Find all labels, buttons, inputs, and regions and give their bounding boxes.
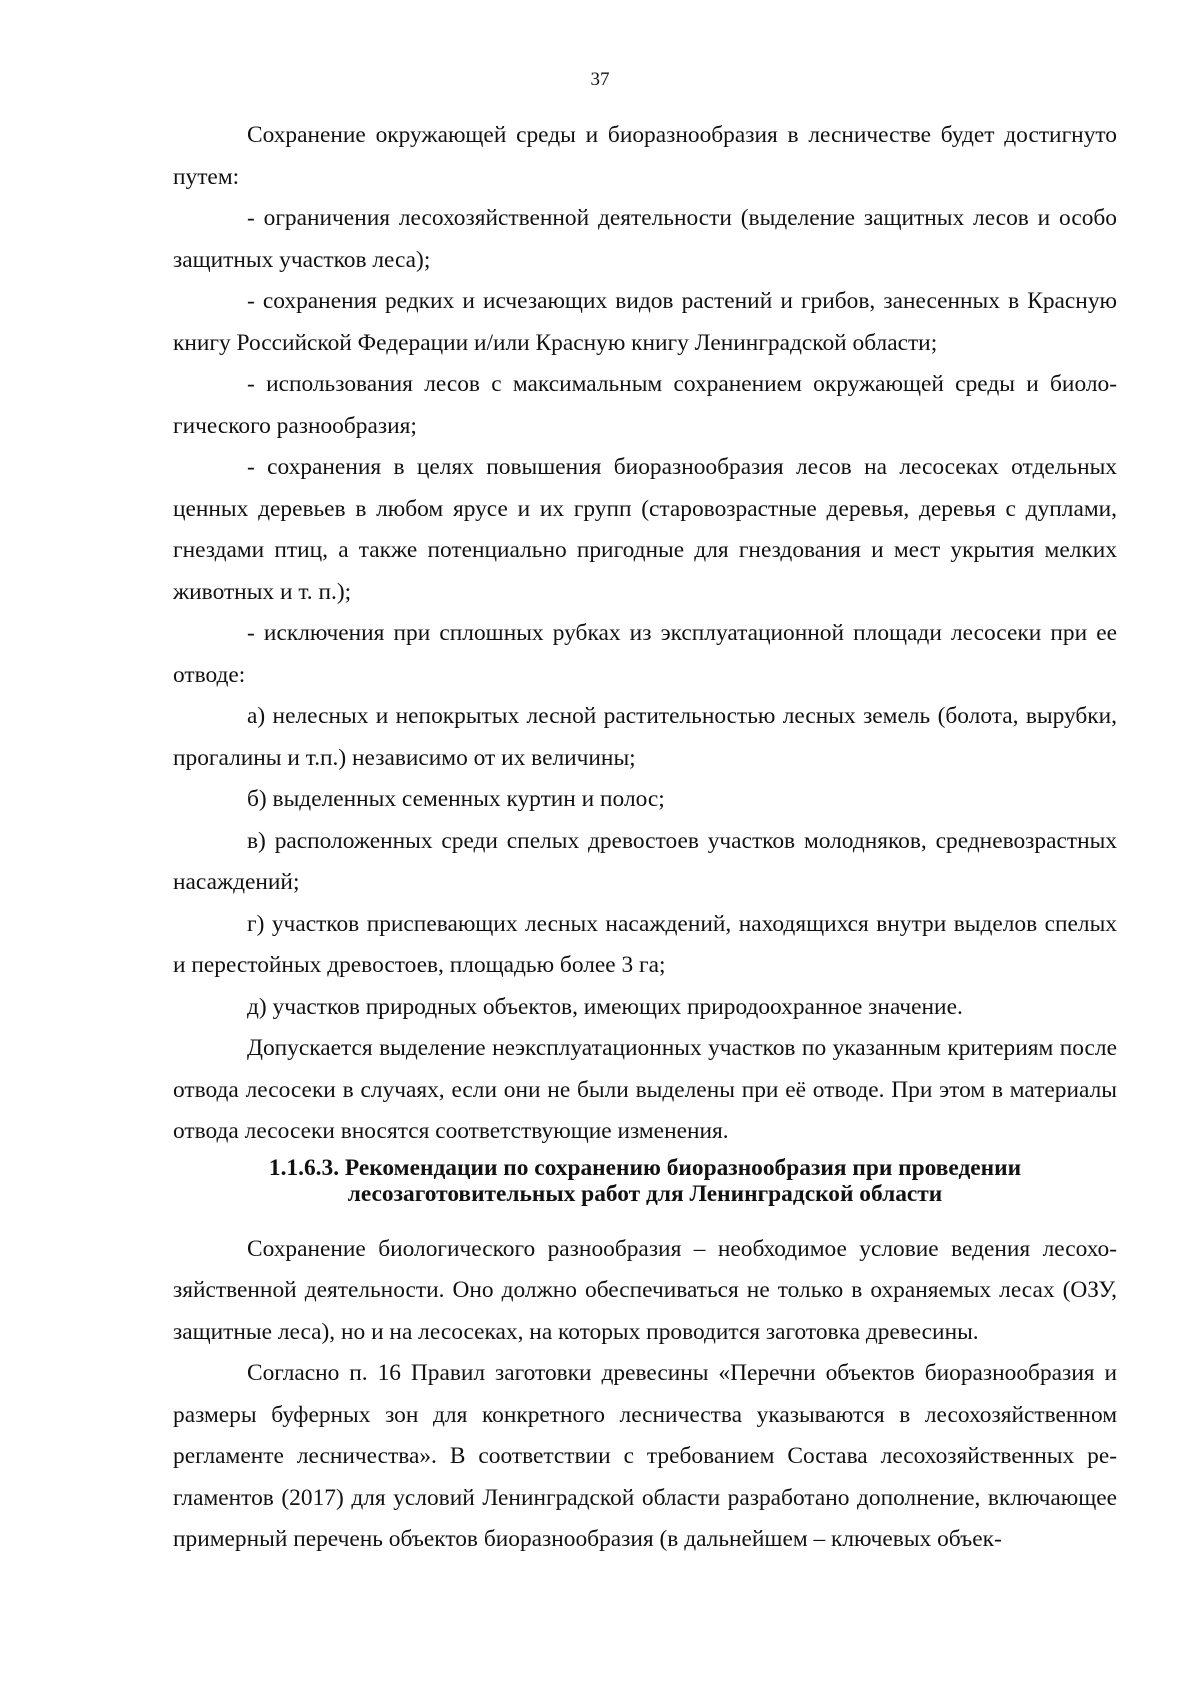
section-heading-line-1: 1.1.6.3. Рекомендации по сохранению биоразнообразия при проведении [268, 1154, 1022, 1181]
paragraph-item-valuable-trees: - сохранения в целях повышения биоразнообразия лесов на лесосеках отдельных ценных деревьев в любом ярусе и их групп (старовозрастные деревья, деревья с дуплами, гнездами птиц, а также потенциально пригодные для гнездования и мест укрытия мелких животных и т. п.); [173, 454, 1117, 605]
paragraph-subitem-v: в) расположенных среди спелых древостоев участков молодняков, средневозрастных насаждений; [173, 827, 1117, 895]
paragraph-item-forest-use: - использования лесов с максимальным сохранением окружающей среды и биологического разнообразия; [173, 371, 1117, 439]
paragraph-allowance: Допускается выделение неэксплуатационных участков по указанным критериям после отвода лесосеки в случаях, если они не были выделены при её отводе. При этом в материалы отвода лесосеки вносятся соответствующие изменения. [173, 1035, 1117, 1144]
paragraph-subitem-a: а) нелесных и непокрытых лесной растительностью лесных земель (болота, вырубки, прогалины и т.п.) независимо от их величины; [173, 703, 1117, 771]
paragraph-item-restriction: - ограничения лесохозяйственной деятельности (выделение защитных лесов и особо защитных участков леса); [173, 205, 1117, 273]
section-heading-line-2: лесозаготовительных работ для Ленинградской области [347, 1180, 943, 1207]
paragraph-item-exclusion: - исключения при сплошных рубках из эксплуатационной площади лесосеки при ее отводе: [173, 620, 1117, 688]
paragraph-rules-reference: Согласно п. 16 Правил заготовки древесины «Перечни объектов биоразнообразия и размеры буферных зон для конкретного лесничества указываются в лесохозяйственном регламенте лесничества». В соответствии с требованием Состава лесохозяйственных регламентов (2017) для условий Ленинградской области разработано дополнение, включающее примерный перечень объектов биоразнообразия (в дальнейшем – ключевых объек- [173, 1360, 1117, 1552]
paragraph-item-rare-species: - сохранения редких и исчезающих видов растений и грибов, занесенных в Красную книгу Российской Федерации и/или Красную книгу Ленинградской области; [173, 288, 1117, 356]
page-body [173, 115, 1117, 1561]
section-heading [173, 1155, 1117, 1207]
paragraph-subitem-g: г) участков приспевающих лесных насаждений, находящихся внутри выделов спелых и перестойных древостоев, площадью более 3 га; [173, 910, 1117, 978]
paragraph-subitem-d: д) участков природных объектов, имеющих природоохранное значение. [247, 993, 963, 1020]
paragraph-intro: Сохранение окружающей среды и биоразнообразия в лесничестве будет достигнуто путем: [173, 122, 1117, 190]
page-number: 37 [590, 69, 610, 90]
paragraph-subitem-b: б) выделенных семенных куртин и полос; [247, 786, 665, 812]
paragraph-biodiversity-condition: Сохранение биологического разнообразия – необходимое условие ведения лесохозяйственной деятельности. Оно должно обеспечиваться не только в охраняемых лесах (ОЗУ, защитные леса), но и на лесосеках, на которых проводится заготовка древесины. [173, 1235, 1117, 1345]
